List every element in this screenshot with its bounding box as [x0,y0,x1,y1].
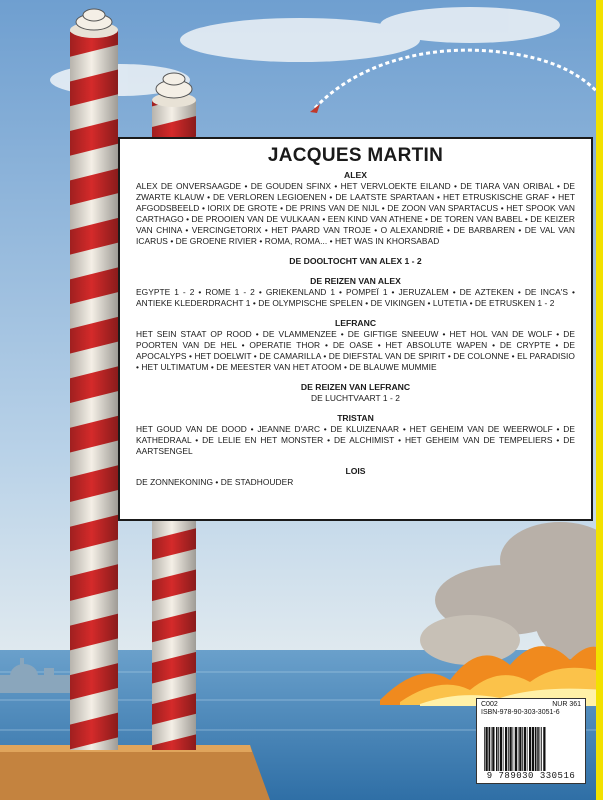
section-heading-lois: LOIS [345,466,366,476]
barcode-bar [498,727,499,771]
barcode-bar [515,727,517,771]
barcode-bar [537,727,539,771]
section-heading-lefranc: LEFRANC [334,318,377,328]
barcode-digits: 9 789030 330516 [486,771,576,781]
barcode-bar [529,727,531,771]
barcode-bar [508,727,509,771]
barcode-bar [496,727,498,771]
barcode-bar [541,727,542,771]
section-heading-reizen-alex: DE REIZEN VAN ALEX [310,276,401,286]
barcode-bar [486,727,488,771]
barcode-bars [483,727,581,771]
section-text-reizen-alex: EGYPTE 1 - 2 • ROME 1 - 2 • GRIEKENLAND 1 • POMPEÏ 1 • JERUZALEM • DE AZTEKEN • DE INCA'S • ANTIEKE KLEDERDRACHT 1 • DE OLYMPISCHE SPELEN • DE VIKINGEN • LUTETIA • DE ETRUSKEN 1 - 2 [136,287,575,308]
section-heading-reizen-lefranc: DE REIZEN VAN LEFRANC [300,382,411,392]
barcode-isbn: ISBN-978-90-303-3051-6 [481,709,560,716]
barcode-bar [503,727,504,771]
section-heading-alex: ALEX [344,170,367,180]
section-text-lois: DE ZONNEKONING • DE STADHOUDER [136,477,294,487]
barcode-bar [527,727,528,771]
barcode-bar [489,727,491,771]
barcode-bar [535,727,537,771]
barcode-code: C002 [481,701,498,708]
section-heading-dooltocht: DE DOOLTOCHT VAN ALEX 1 - 2 [289,256,422,266]
barcode-bar [522,727,523,771]
author-title: JACQUES MARTIN [267,145,444,166]
yellow-edge [596,0,603,800]
section-text-lefranc: HET SEIN STAAT OP ROOD • DE VLAMMENZEE • DE GIFTIGE SNEEUW • HET HOL VAN DE WOLF • DE POORTEN VAN DE HEL • OPERATIE THOR • DE OASE • HET ABSOLUTE WAPEN • DE CRYPTE • DE APOCALYPS • HET DOELWIT • DE CAMARILLA • DE DIEFSTAL VAN DE SPIRIT • DE COLONNE • EL PARADISIO • HET ULTIMATUM • DE MEESTER VAN HET ATOOM • DE BLAUWE MUMMIE [136,329,575,372]
barcode-bar [518,727,519,771]
barcode-bar [524,727,526,771]
barcode-bar [491,727,492,771]
mooring-pole-left [70,9,118,750]
barcode-box [476,698,586,784]
section-text-reizen-lefranc: DE LUCHTVAART 1 - 2 [311,393,400,403]
barcode-bar [513,727,514,771]
section-text-alex: ALEX DE ONVERSAAGDE • DE GOUDEN SFINX • HET VERVLOEKTE EILAND • DE TIARA VAN ORIBAL • DE ZWARTE KLAUW • DE VERLOREN LEGIOENEN • DE LAATSTE SPARTAAN • HET ETRUSKISCHE GRAF • HET AFGODSBEELD • IORIX DE GROTE • DE PRINS VAN DE NIJL • DE ZOON VAN SPARTACUS • HET SPOOK VAN CARTHAGO • DE PROOIEN VAN DE VULKAAN • EEN KIND VAN ATHENE • DE TOREN VAN BABEL • DE KEIZER VAN CHINA • VERCINGETORIX • HET PAARD VAN TROJE • O ALEXANDRIË • DE BARBAREN • DE VAL VAN ICARUS • DE GROENE RIVIER • ROMA, ROMA... • HET WAS IN KHORSABAD [136,181,575,246]
pier [0,745,270,800]
section-heading-tristan: TRISTAN [337,413,374,423]
barcode-bar [492,727,494,771]
barcode-bar [510,727,512,771]
barcode-bar [540,727,541,771]
barcode-bar [543,727,545,771]
barcode-bar [505,727,507,771]
barcode-bar [484,727,485,771]
barcode-bar [532,727,534,771]
barcode-nur: NUR 361 [552,701,581,708]
barcode-bar [519,727,521,771]
barcode-bar [500,727,502,771]
bibliography-panel [118,137,593,521]
section-text-tristan: HET GOUD VAN DE DOOD • JEANNE D'ARC • DE KLUIZENAAR • HET GEHEIM VAN DE WEERWOLF • DE KATHEDRAAL • DE LELIE EN HET MONSTER • DE ALCHIMIST • HET GEHEIM VAN DE TEMPELIERS • DE AARTSENGEL [136,424,575,456]
